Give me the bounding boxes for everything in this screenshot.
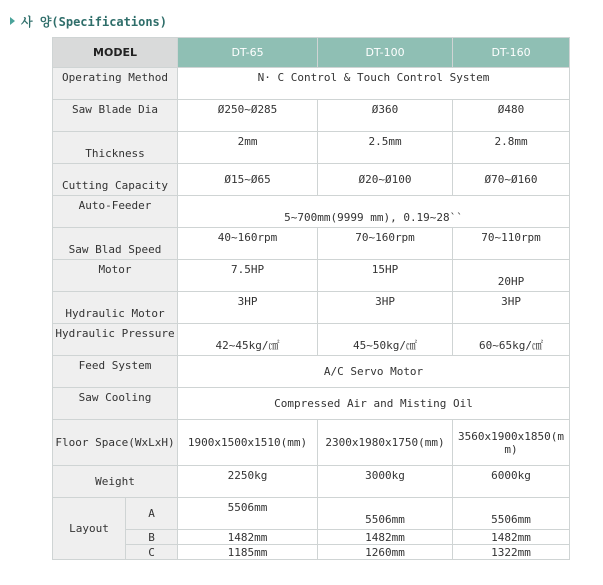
layout-label: Layout [53, 498, 126, 560]
table-row [53, 466, 570, 498]
model-dt100-header: DT-100 [318, 38, 453, 68]
table-row [53, 530, 570, 545]
cell-value: 3HP [318, 292, 453, 324]
row-label: Weight [53, 466, 178, 498]
cell-value: 2mm [178, 132, 318, 164]
cell-value: 1260mm [318, 545, 453, 560]
row-label: Hydraulic Pressure [53, 324, 178, 356]
cell-value: 5~700mm(9999 mm), 0.19~28`` [178, 196, 570, 228]
cell-value: 45~50kg/㎠ [318, 324, 453, 356]
table-row [53, 68, 570, 100]
cell-value: 60~65kg/㎠ [453, 324, 570, 356]
model-dt65-header: DT-65 [178, 38, 318, 68]
cell-value: 3HP [178, 292, 318, 324]
cell-value: Ø250~Ø285 [178, 100, 318, 132]
table-row [53, 164, 570, 196]
row-label: Saw Blade Dia [53, 100, 178, 132]
cell-value: 2.8mm [453, 132, 570, 164]
cell-value: 70~160rpm [318, 228, 453, 260]
table-row [53, 292, 570, 324]
table-row [53, 356, 570, 388]
cell-value: 3000kg [318, 466, 453, 498]
cell-value: A/C Servo Motor [178, 356, 570, 388]
cell-value: 2.5mm [318, 132, 453, 164]
row-label: Saw Blad Speed [53, 228, 178, 260]
cell-value: 5506mm [453, 498, 570, 530]
cell-value: Ø360 [318, 100, 453, 132]
row-label: Hydraulic Motor [53, 292, 178, 324]
cell-value: 1185mm [178, 545, 318, 560]
table-row [53, 420, 570, 466]
cell-value: 1482mm [453, 530, 570, 545]
table-row [53, 196, 570, 228]
cell-value: 70~110rpm [453, 228, 570, 260]
cell-value: 1482mm [178, 530, 318, 545]
layout-sub-label-a: A [126, 498, 178, 530]
cell-value: 3HP [453, 292, 570, 324]
layout-sub-label-c: C [126, 545, 178, 560]
cell-value: 6000kg [453, 466, 570, 498]
cell-value: 42~45kg/㎠ [178, 324, 318, 356]
cell-value: 15HP [318, 260, 453, 292]
cell-value: Ø20~Ø100 [318, 164, 453, 196]
table-row [53, 498, 570, 530]
model-dt160-header: DT-160 [453, 38, 570, 68]
table-row [53, 388, 570, 420]
cell-value: 2250kg [178, 466, 318, 498]
table-row [53, 132, 570, 164]
cell-value: 7.5HP [178, 260, 318, 292]
row-label: Motor [53, 260, 178, 292]
cell-value: Ø70~Ø160 [453, 164, 570, 196]
cell-value: 3560x1900x1850(mm) [453, 420, 570, 466]
row-label: Floor Space(WxLxH) [53, 420, 178, 466]
row-label: Feed System [53, 356, 178, 388]
cell-value: Ø480 [453, 100, 570, 132]
cell-value: 1482mm [318, 530, 453, 545]
specifications-table [52, 37, 570, 560]
cell-value: 20HP [453, 260, 570, 292]
table-row [53, 260, 570, 292]
cell-value: N· C Control & Touch Control System [178, 68, 570, 100]
table-row [53, 100, 570, 132]
row-label: Auto-Feeder [53, 196, 178, 228]
row-label: Thickness [53, 132, 178, 164]
cell-value: Compressed Air and Misting Oil [178, 388, 570, 420]
cell-value: Ø15~Ø65 [178, 164, 318, 196]
row-label: Cutting Capacity [53, 164, 178, 196]
cell-value: 5506mm [318, 498, 453, 530]
cell-value: 40~160rpm [178, 228, 318, 260]
table-header-row [53, 38, 570, 68]
model-header: MODEL [53, 38, 178, 68]
table-row [53, 324, 570, 356]
table-row [53, 228, 570, 260]
row-label: Saw Cooling [53, 388, 178, 420]
cell-value: 2300x1980x1750(mm) [318, 420, 453, 466]
layout-sub-label-b: B [126, 530, 178, 545]
table-row [53, 545, 570, 560]
cell-value: 1900x1500x1510(mm) [178, 420, 318, 466]
section-title-text: 사 양(Specifications) [21, 14, 168, 29]
cell-value: 1322mm [453, 545, 570, 560]
cell-value: 5506mm [178, 498, 318, 530]
triangle-bullet-icon [10, 17, 15, 25]
row-label: Operating Method [53, 68, 178, 100]
section-title [10, 12, 167, 30]
